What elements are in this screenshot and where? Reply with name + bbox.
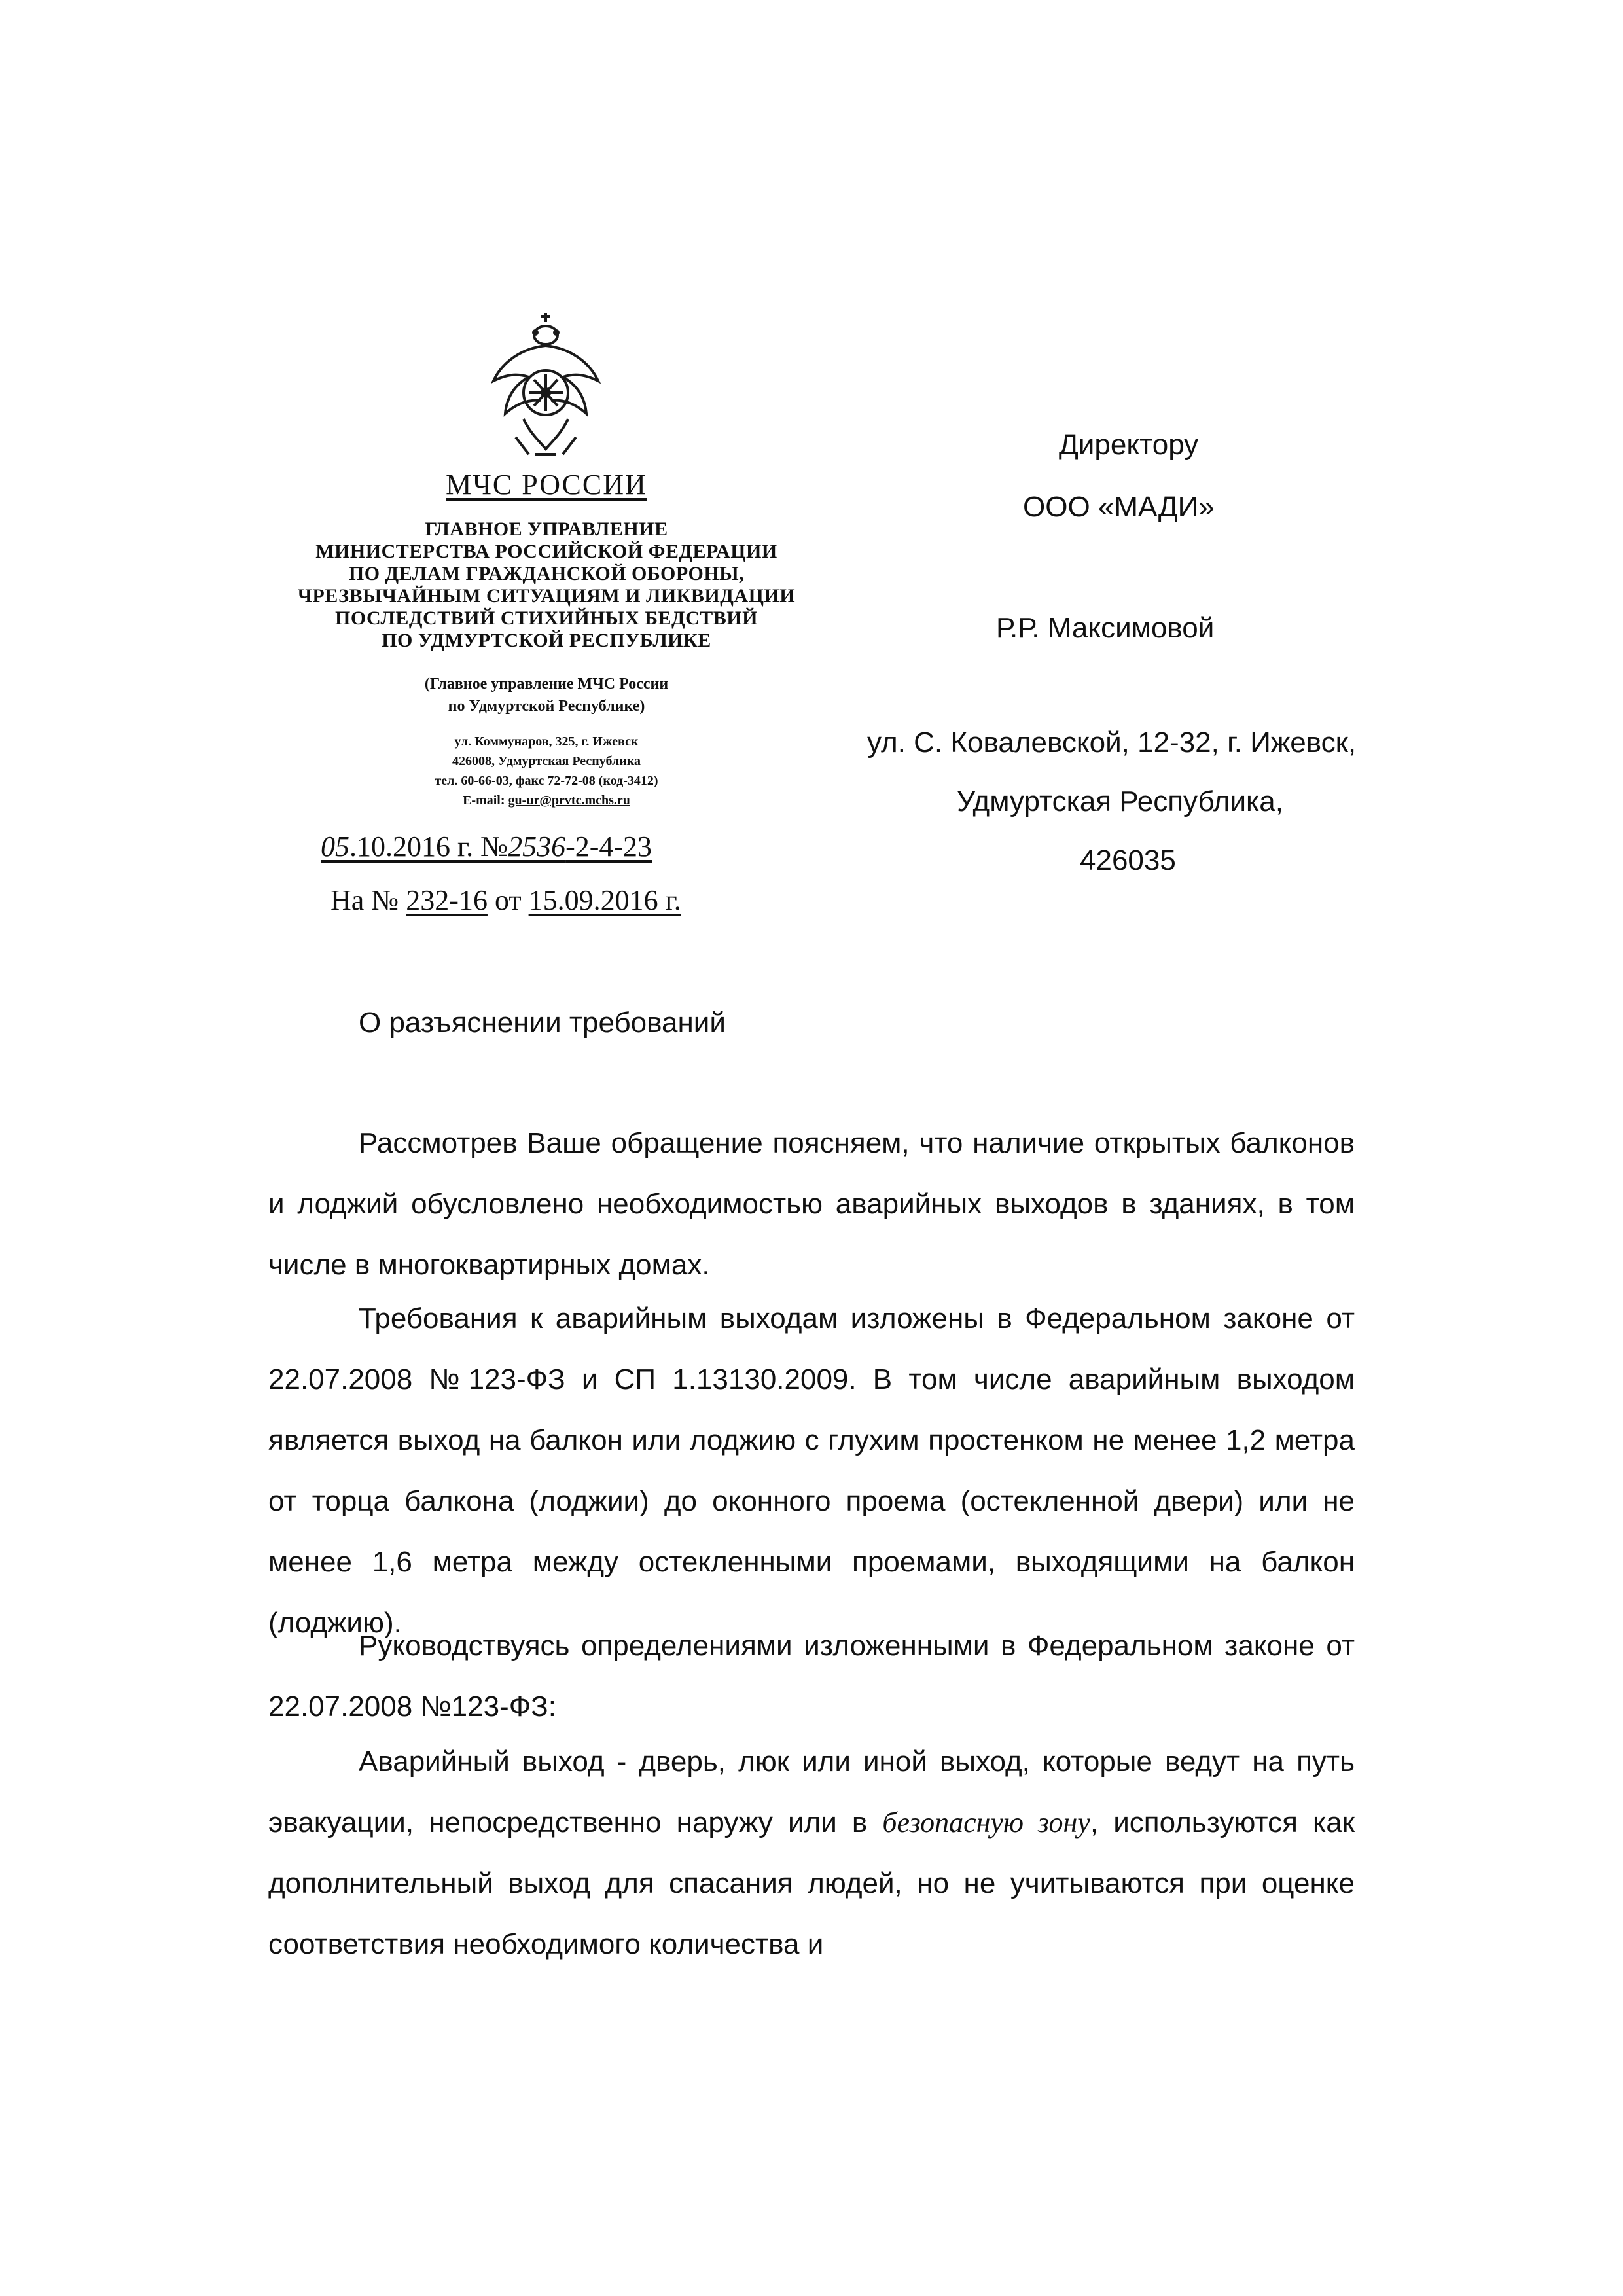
org-line: ПОСЛЕДСТВИЙ СТИХИЙНЫХ БЕДСТВИЙ xyxy=(335,607,758,629)
org-email-row xyxy=(298,791,795,810)
reg-suffix: -2-4-23 xyxy=(565,831,652,863)
org-line: МИНИСТЕРСТВА РОССИЙСКОЙ ФЕДЕРАЦИИ xyxy=(315,541,777,562)
ref-from: от xyxy=(494,884,522,916)
body-paragraph xyxy=(268,1615,1355,1737)
mchs-emblem-icon xyxy=(476,309,615,463)
body-paragraph xyxy=(268,1731,1355,1975)
org-title: МЧС РОССИИ xyxy=(446,469,647,501)
addressee-street: ул. С. Ковалевской, 12-32, г. Ижевск, xyxy=(867,726,1357,759)
paragraph-text: Руководствуясь определениями изложенными в Федеральном законе от 22.07.2008 №123-ФЗ: xyxy=(268,1630,1355,1723)
reg-day-handwritten: 05 xyxy=(321,831,349,863)
addressee-name: Р.Р. Максимовой xyxy=(996,612,1215,644)
addressee-org: ООО «МАДИ» xyxy=(1023,491,1215,523)
org-address-line: 426008, Удмуртская Республика xyxy=(452,754,641,768)
italic-term: безопасную зону xyxy=(882,1806,1090,1839)
org-line: ПО УДМУРТСКОЙ РЕСПУБЛИКЕ xyxy=(382,630,711,651)
body-paragraph xyxy=(268,1288,1355,1653)
org-line: ЧРЕЗВЫЧАЙНЫМ СИТУАЦИЯМ И ЛИКВИДАЦИИ xyxy=(297,585,796,607)
org-short-name xyxy=(298,673,795,717)
paragraph-text: Рассмотрев Ваше обращение поясняем, что наличие открытых балконов и лоджий обусловлено необходимостью аварийных выходов в зданиях, в том числе в многоквартирных домах. xyxy=(268,1127,1355,1281)
reg-number-handwritten: 2536 xyxy=(508,831,566,863)
email-link[interactable]: gu-ur@prvtc.mchs.ru xyxy=(508,793,630,808)
org-address-line: ул. Коммунаров, 325, г. Ижевск xyxy=(454,734,639,749)
ref-number: 232-16 xyxy=(406,884,488,916)
ref-date: 15.09.2016 г. xyxy=(528,884,681,916)
addressee-zip: 426035 xyxy=(1080,844,1176,876)
definition-text-continued: , используются как дополнительный выход для спасания людей, но не учитываются при оценке соответствия необходимого количества и xyxy=(268,1806,1355,1960)
letter-subject: О разъяснении требований xyxy=(359,1007,726,1039)
org-line: ГЛАВНОЕ УПРАВЛЕНИЕ xyxy=(425,518,668,540)
addressee-region: Удмуртская Республика, xyxy=(957,785,1283,817)
org-phone: тел. 60-66-03, факс 72-72-08 (код-3412) xyxy=(435,774,658,788)
addressee-post: Директору xyxy=(1059,429,1199,461)
reg-date: .10.2016 г. № xyxy=(349,831,508,863)
org-full-name xyxy=(259,518,834,652)
body-paragraph xyxy=(268,1113,1355,1295)
paragraph-text: Требования к аварийным выходам изложены в Федеральном законе от 22.07.2008 №123-ФЗ и СП 1.13130.2009. В том числе аварийным выходом является выход на балкон или лоджию с глухим простенком не менее 1,2 метра от торца балкона (лоджии) до оконного проема (остекленной двери) или не менее 1,6 метра между остекленными проемами, выходящими на балкон (лоджию). xyxy=(268,1302,1355,1639)
org-short-line: (Главное управление МЧС России xyxy=(424,675,669,692)
reference-line xyxy=(330,884,681,917)
org-short-line: по Удмуртской Республике) xyxy=(448,698,645,715)
email-label: E-mail: xyxy=(463,793,505,808)
ref-prefix: На № xyxy=(330,884,399,916)
org-contacts xyxy=(298,732,795,810)
registration-number xyxy=(321,830,652,863)
definition-text: Аварийный выход - дверь, люк или иной выход, которые ведут на путь эвакуации, непосредственно наружу или в xyxy=(268,1746,1355,1839)
org-line: ПО ДЕЛАМ ГРАЖДАНСКОЙ ОБОРОНЫ, xyxy=(348,563,745,584)
paragraph-text xyxy=(268,1731,1355,1975)
